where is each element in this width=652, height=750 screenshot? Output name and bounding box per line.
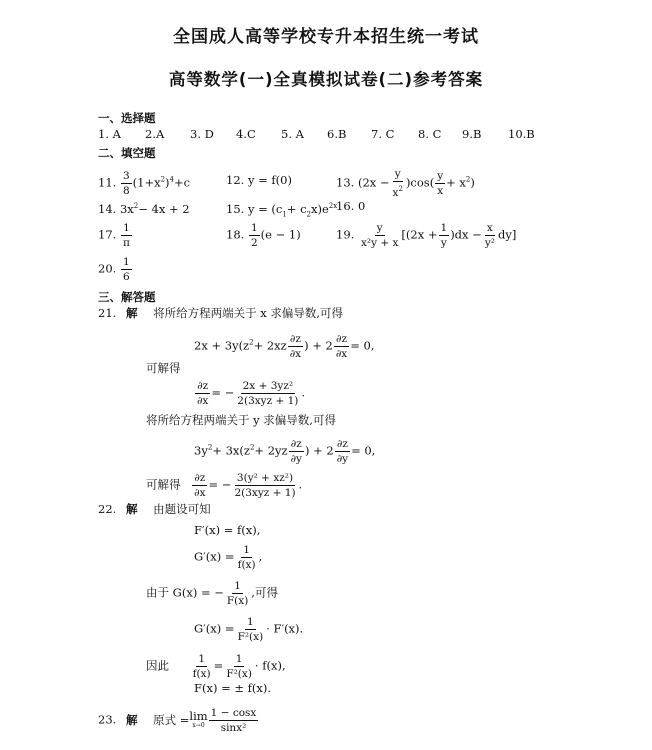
expr: · F′(x).	[266, 621, 304, 636]
expr: [(2x +	[401, 227, 438, 242]
denominator: ∂y	[336, 453, 349, 465]
q22-l1: F′(x) = f(x),	[194, 523, 261, 537]
numerator: 1	[234, 580, 241, 592]
q21-eq1	[194, 333, 374, 360]
question-number: 13.	[336, 175, 355, 190]
solution-label: 解	[125, 712, 138, 727]
exponent: 2	[465, 175, 471, 184]
numerator: 1	[123, 222, 130, 234]
question-number: 18.	[226, 227, 245, 242]
question-number: 23.	[98, 712, 117, 727]
exponent: 2	[398, 185, 403, 193]
expr: (1+x	[132, 175, 161, 190]
denominator	[391, 182, 405, 199]
exponent: 2x	[328, 202, 338, 210]
choice-answer: 3. D	[190, 127, 214, 141]
answer-17	[98, 222, 133, 249]
numerator: y	[437, 170, 444, 182]
q22-l6: F(x) = ± f(x).	[194, 681, 272, 695]
exponent: 2	[133, 202, 139, 210]
fraction	[121, 256, 132, 283]
question-number: 21.	[98, 306, 117, 320]
denominator: ∂x	[335, 348, 348, 360]
choice-answer: 1. A	[98, 127, 121, 141]
denominator: ∂x	[197, 395, 209, 407]
answer-13	[336, 168, 475, 199]
section-heading-choice: 一、选择题	[98, 111, 156, 125]
expr: 由于 G(x) = −	[146, 585, 224, 600]
denominator: π	[122, 237, 130, 249]
expr: (2x −	[357, 175, 390, 190]
denominator: ∂x	[289, 348, 302, 360]
answer-12	[226, 173, 292, 187]
q21-eq2	[194, 380, 305, 407]
expr: = 0,	[351, 443, 376, 458]
answer-key-title: 高等数学(一)全真模拟试卷(二)参考答案	[168, 70, 484, 89]
fraction	[121, 222, 132, 249]
fraction	[288, 333, 303, 360]
expr: = −	[211, 385, 235, 400]
subscript: 1	[282, 210, 287, 219]
fraction	[435, 170, 445, 197]
denominator: F²(x)	[237, 631, 264, 643]
denominator: x	[437, 185, 444, 197]
fraction	[121, 170, 132, 197]
expr: + 2yz	[254, 443, 288, 458]
numerator: ∂z	[194, 472, 206, 484]
fraction	[195, 380, 210, 407]
fraction	[359, 222, 400, 249]
expr: − 4x + 2	[138, 202, 190, 216]
q21-eq4	[146, 472, 302, 499]
question-number: 17.	[98, 227, 117, 242]
denominator-text: x	[392, 187, 399, 199]
expr: + c	[286, 202, 307, 216]
expr: ,	[258, 549, 263, 564]
expr: = 0,	[350, 338, 375, 353]
question-number: 14.	[98, 202, 117, 216]
numerator: 1	[235, 653, 243, 665]
numerator: 1	[122, 256, 130, 268]
fraction	[192, 472, 207, 499]
question-number: 20.	[98, 261, 117, 276]
question-number: 19.	[336, 227, 355, 242]
exponent: 2	[160, 175, 166, 184]
denominator: y²	[484, 237, 495, 249]
numerator: 1	[250, 222, 258, 234]
exponent: 4	[169, 175, 175, 184]
fraction	[439, 222, 450, 249]
expr: 2x + 3y(z	[194, 338, 250, 353]
answer-16	[336, 199, 365, 213]
denominator: x²y + x	[360, 237, 399, 249]
solution-label: 解	[125, 502, 138, 516]
choice-answer: 7. C	[371, 127, 395, 141]
fraction	[236, 544, 258, 571]
section-heading-fill: 二、填空题	[98, 146, 156, 160]
solution-label: 解	[125, 306, 138, 320]
q22-intro	[98, 502, 211, 516]
expr: )dx −	[450, 227, 482, 242]
q22-l2	[194, 544, 262, 571]
numerator: y	[394, 168, 401, 180]
limit-subscript: x→0	[192, 721, 205, 729]
numerator: x	[486, 222, 493, 234]
numerator: ∂z	[336, 438, 348, 450]
expr: .	[298, 477, 303, 492]
limit-operator: lim	[189, 708, 208, 723]
expr: + 2xz	[253, 338, 287, 353]
denominator: 2(3xyz + 1)	[234, 487, 296, 499]
text: 因此	[146, 658, 169, 673]
subscript: 2	[306, 210, 311, 219]
expr: )	[165, 175, 170, 190]
exponent: 2	[249, 338, 254, 347]
choice-answer: 5. A	[281, 127, 304, 141]
exam-title: 全国成人高等学校专升本招生统一考试	[173, 27, 479, 47]
denominator: f(x)	[192, 668, 211, 680]
expr: )	[470, 175, 475, 190]
numerator: y	[376, 222, 383, 234]
numerator: 3(y² + xz²)	[236, 472, 294, 484]
choice-answer: 2.A	[145, 127, 165, 141]
expr: + x	[446, 175, 466, 190]
expr: y = f(0)	[247, 173, 292, 187]
fraction	[191, 653, 213, 680]
choice-answer: 10.B	[508, 127, 535, 141]
denominator: 8	[122, 185, 130, 197]
question-number: 15.	[226, 202, 245, 216]
q21-intro	[98, 306, 343, 320]
fraction	[225, 580, 250, 607]
numerator: 1 − cosx	[210, 707, 257, 719]
fraction	[224, 653, 254, 680]
text: 由题设可知	[153, 502, 211, 516]
denominator: f(x)	[237, 559, 256, 571]
choice-answer: 8. C	[418, 127, 442, 141]
fraction	[335, 438, 350, 465]
question-number: 11.	[98, 175, 117, 190]
expr: )cos(	[405, 175, 435, 190]
fraction	[235, 380, 300, 407]
choice-answer: 6.B	[327, 127, 347, 141]
numerator: ∂z	[289, 333, 301, 345]
answer-15	[226, 199, 337, 221]
expr: 原式 =	[153, 712, 190, 727]
fraction	[236, 616, 266, 643]
fraction	[391, 168, 405, 199]
answer-19	[336, 222, 516, 249]
q21-solve-label: 可解得	[146, 361, 181, 375]
q22-l5	[146, 653, 286, 680]
denominator: F(x)	[226, 595, 249, 607]
denominator: 2	[250, 237, 258, 249]
expr: +c	[174, 175, 191, 190]
answer-11	[98, 170, 190, 197]
answer-18	[226, 222, 301, 249]
fraction	[209, 707, 259, 734]
q21-intro2: 将所给方程两端关于 y 求偏导数,可得	[146, 413, 336, 427]
expr: + 3x(z	[212, 443, 250, 458]
question-number: 22.	[98, 502, 117, 516]
choice-answer: 9.B	[462, 127, 482, 141]
expr: G′(x) =	[194, 549, 235, 564]
q21-eq3	[194, 438, 375, 465]
answer-20	[98, 256, 133, 283]
fraction	[289, 438, 304, 465]
answer-14	[98, 199, 190, 216]
denominator: y	[440, 237, 447, 249]
expr: · f(x),	[254, 658, 286, 673]
expr: G′(x) =	[194, 621, 235, 636]
numerator: ∂z	[290, 438, 302, 450]
numerator: 1	[198, 653, 205, 665]
fraction	[249, 222, 260, 249]
numerator: 1	[243, 544, 250, 556]
exponent: 2	[249, 443, 255, 452]
numerator: 1	[440, 222, 448, 234]
question-number: 12.	[226, 173, 245, 187]
denominator: 2(3xyz + 1)	[237, 395, 299, 407]
denominator: sinx²	[220, 722, 247, 734]
denominator: 6	[122, 271, 130, 283]
denominator: ∂x	[194, 487, 206, 499]
fraction	[483, 222, 497, 249]
fraction	[232, 472, 297, 499]
expr: =	[213, 658, 224, 673]
expr: ) + 2	[304, 443, 334, 458]
denominator: F²(x)	[226, 668, 252, 680]
expr: 0	[357, 199, 366, 213]
expr: .	[301, 385, 306, 400]
q23	[98, 707, 259, 734]
question-number: 16.	[336, 199, 355, 213]
expr: ) + 2	[304, 338, 333, 353]
section-heading-solve: 三、解答题	[98, 290, 156, 304]
expr: (e − 1)	[260, 227, 301, 242]
expr: ,可得	[251, 585, 278, 600]
numerator: 3	[122, 170, 130, 182]
exponent: 2	[207, 443, 213, 452]
limit	[189, 708, 208, 731]
expr: 3x	[119, 202, 134, 216]
expr: = −	[208, 477, 232, 492]
text: 将所给方程两端关于 x 求偏导数,可得	[153, 306, 344, 320]
expr: y = (c	[247, 202, 283, 216]
choice-answer: 4.C	[236, 127, 256, 141]
numerator: ∂z	[336, 333, 347, 345]
expr: dy]	[497, 227, 517, 242]
text: 可解得	[146, 477, 181, 492]
q22-l3	[146, 580, 278, 607]
expr: x)e	[311, 202, 329, 216]
fraction	[334, 333, 349, 360]
q22-l4	[194, 616, 303, 643]
expr: 3y	[194, 443, 208, 458]
denominator: ∂y	[290, 453, 302, 465]
numerator: ∂z	[197, 380, 209, 392]
numerator: 1	[247, 616, 254, 628]
numerator: 2x + 3yz²	[242, 380, 294, 392]
